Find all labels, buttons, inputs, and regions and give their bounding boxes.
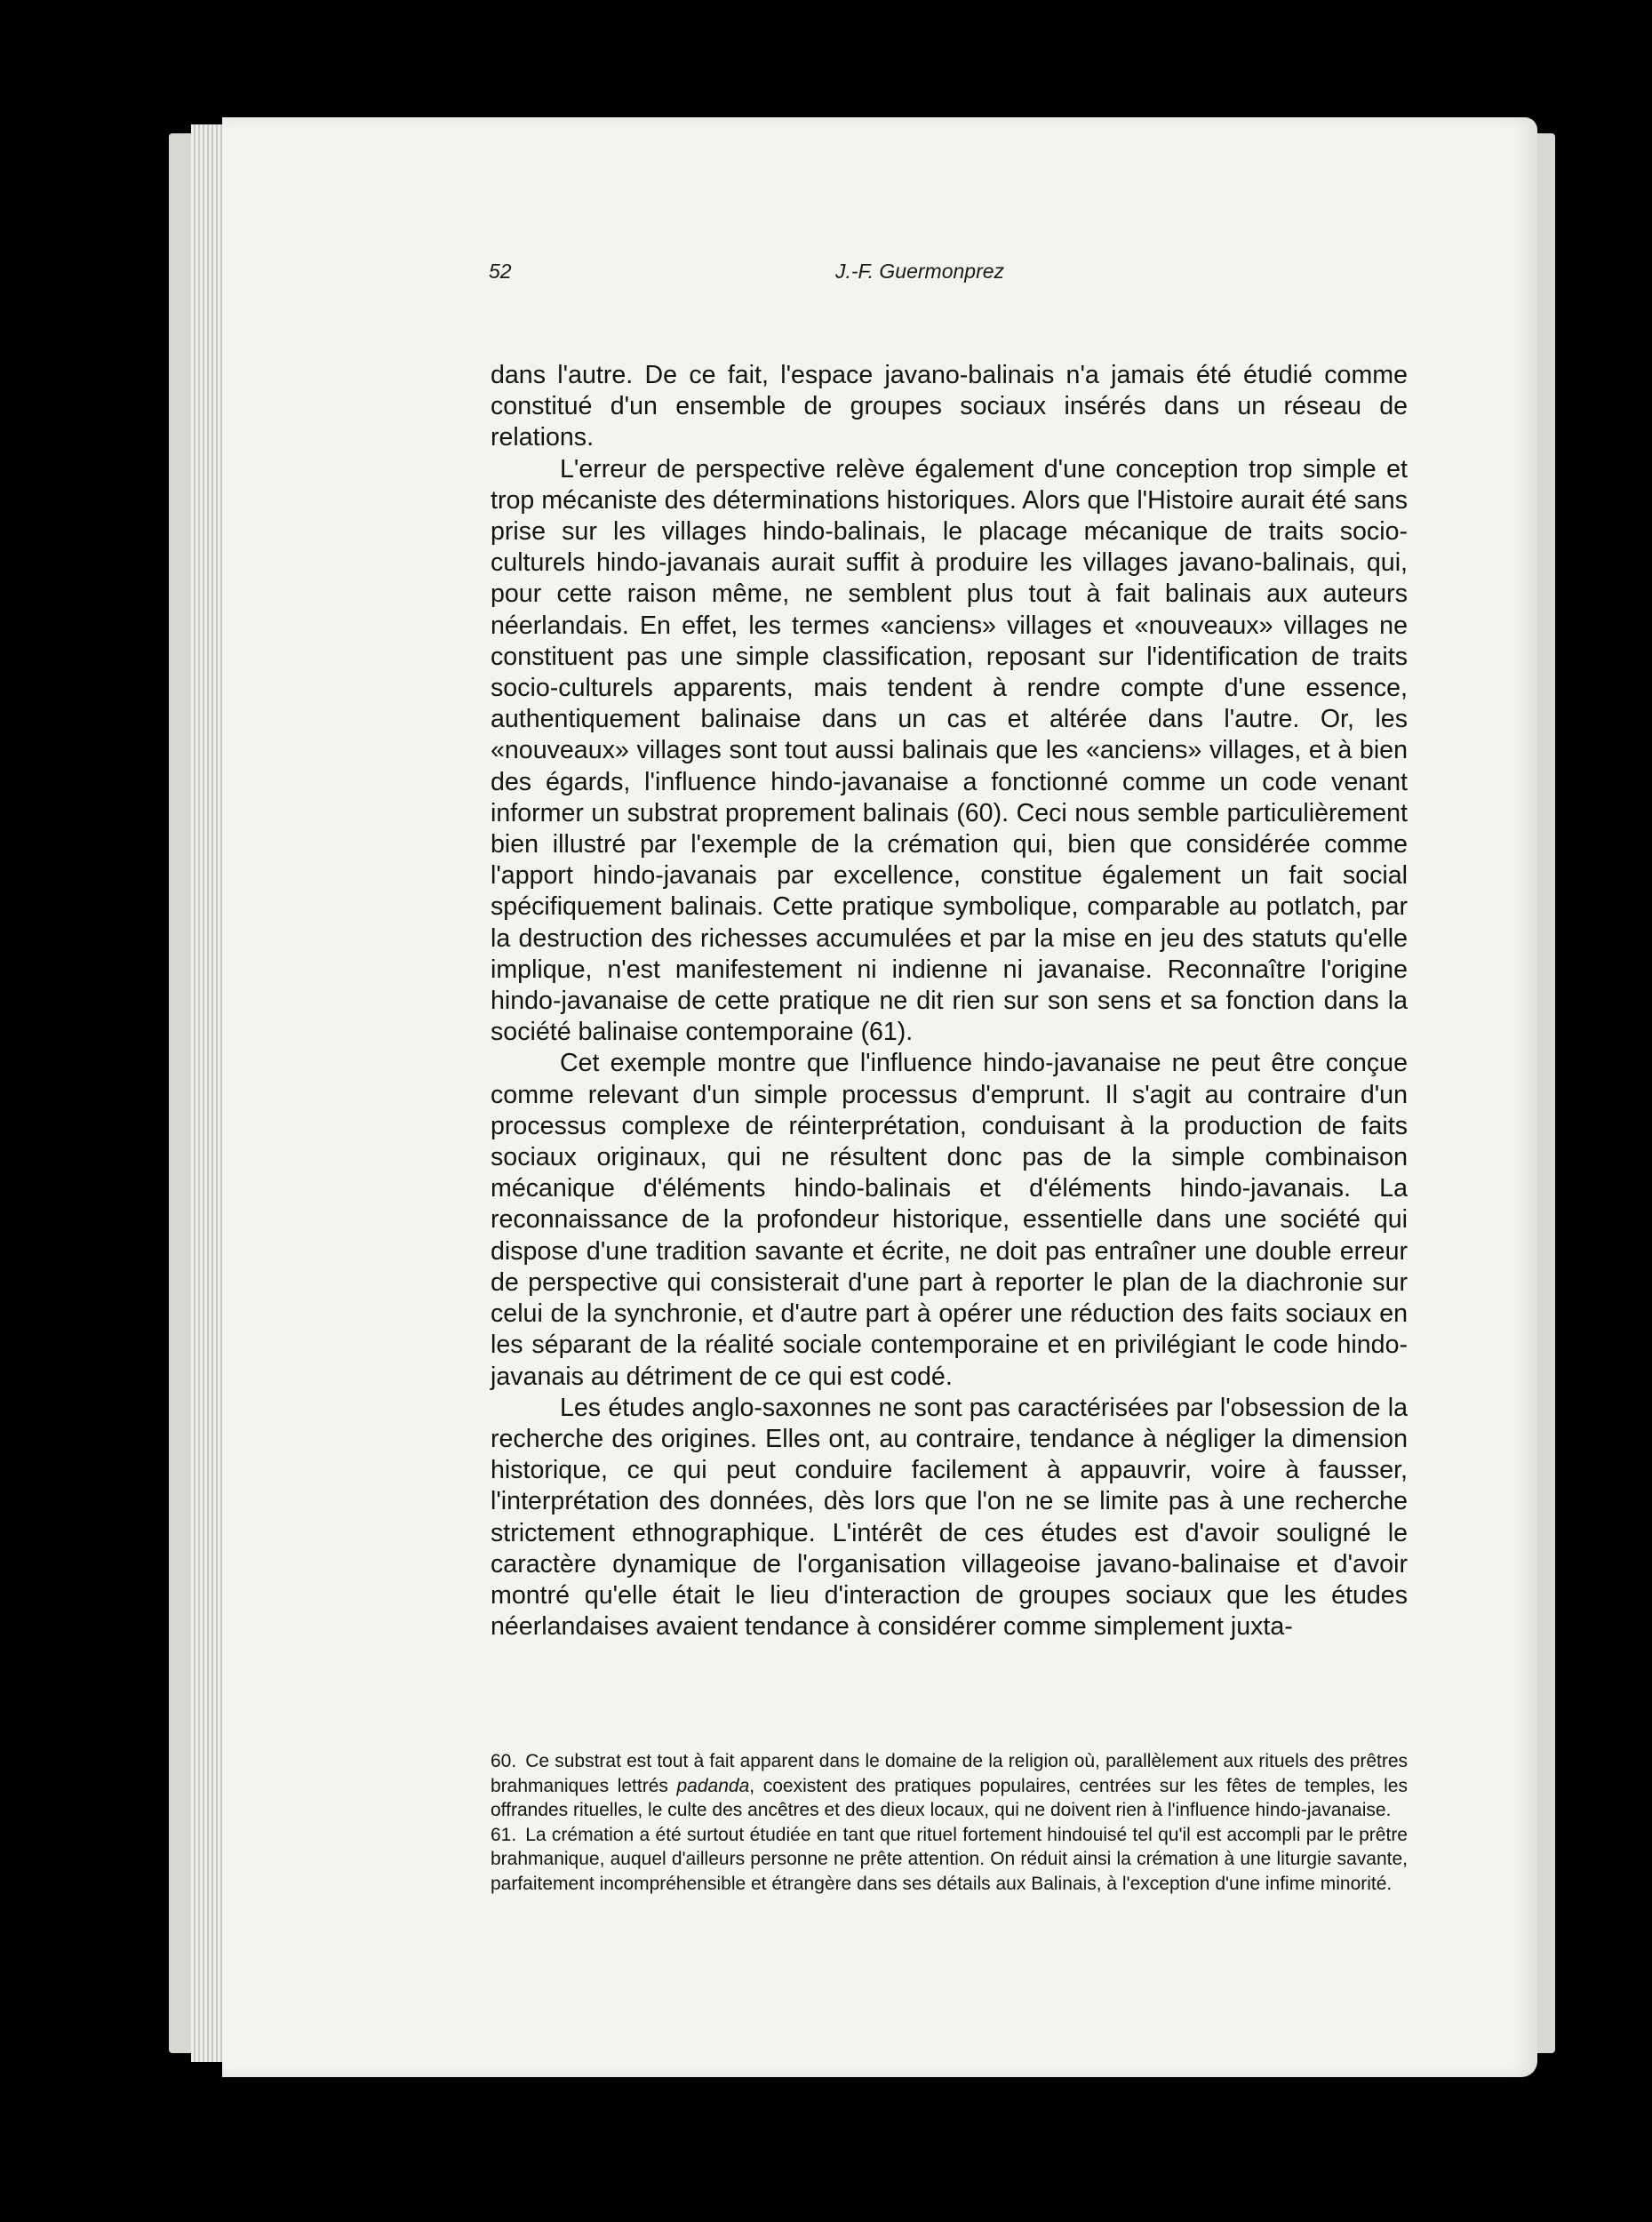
footnote-text: Ce substrat est tout à fait apparent dans le domaine de la religion où, parallèlement aux rituels des prêtres brahmaniques lettrés bbox=[491, 1751, 1408, 1796]
page-number: 52 bbox=[489, 260, 512, 283]
paragraph-2: L'erreur de perspective relève également d'une conception trop simple et trop mécaniste des déterminations historiques. Alors que l'Histoire aurait été sans prise sur les villages hindo-balinais, le placage mécanique de traits socio-culturels hindo-javanais aurait suffit à produire les villages javano-balinais, qui, pour cette raison même, ne semblent plus tout à fait balinais aux auteurs néerlandais. En effet, les termes «anciens» villages et «nouveaux» villages ne constituent pas une simple classification, reposant sur l'identification de traits socio-culturels apparents, mais tendent à rendre compte d'une essence, authentiquement balinaise dans un cas et altérée dans l'autre. Or, les «nouveaux» villages sont tout aussi balinais que les «anciens» villages, et à bien des égards, l'influence hindo-javanaise a fonctionné comme un code venant informer un substrat proprement balinais (60). Ceci nous semble particulièrement bien illustré par l'exemple de la crémation qui, bien que considérée comme l'apport hindo-javanais par excellence, constitue également un fait social spécifiquement balinais. Cette pratique symbolique, comparable au potlatch, par la destruction des richesses accumulées et par la mise en jeu des statuts qu'elle implique, n'est manifestement ni indienne ni javanaise. Reconnaître l'origine hindo-javanaise de cette pratique ne dit rien sur son sens et sa fonction dans la société balinaise contemporaine (61). bbox=[491, 454, 1408, 1047]
paragraph-4: Les études anglo-saxonnes ne sont pas caractérisées par l'obsession de la recherche des origines. Elles ont, au contraire, tendance à négliger la dimension historique, ce qui peut conduire facilement à appauvrir, voire à fausser, l'interprétation des données, dès lors que l'on ne se limite pas à une recherche strictement ethnographique. L'intérêt de ces études est d'avoir souligné le caractère dynamique de l'organisation villageoise javano-balinaise et d'avoir montré qu'elle était le lieu d'interaction de groupes sociaux que les études néerlandaises avaient tendance à considérer comme simplement juxta- bbox=[491, 1393, 1408, 1642]
page-edges bbox=[191, 124, 227, 2062]
footnotes bbox=[491, 1749, 1408, 1896]
footnote-60 bbox=[491, 1749, 1408, 1823]
footnote-text: , coexistent des pratiques populaires, centrées sur les fêtes de temples, les offrandes rituelles, le culte des ancêtres et des dieux locaux, qui ne doivent rien à l'influence hindo-javanaise. bbox=[491, 1775, 1408, 1820]
body-text bbox=[491, 360, 1408, 1643]
paragraph-3: Cet exemple montre que l'influence hindo-javanaise ne peut être conçue comme relevant d'un simple processus d'emprunt. Il s'agit au contraire d'un processus complexe de réinterprétation, conduisant à la production de faits sociaux originaux, qui ne résultent donc pas de la simple combinaison mécanique d'éléments hindo-balinais et d'éléments hindo-javanais. La reconnaissance de la profondeur historique, essentielle dans une société qui dispose d'une tradition savante et écrite, ne doit pas entraîner une double erreur de perspective qui consisterait d'une part à reporter le plan de la diachronie sur celui de la synchronie, et d'autre part à opérer une réduction des faits sociaux en les séparant de la réalité sociale contemporaine et en privilégiant le code hindo-javanais au détriment de ce qui est codé. bbox=[491, 1049, 1408, 1391]
footnote-text: La crémation a été surtout étudiée en tant que rituel fortement hindouisé tel qu'il est accompli par le prêtre brahmanique, auquel d'ailleurs personne ne prête attention. On réduit ainsi la crémation à une liturgie savante, parfaitement incompréhensible et étrangère dans ses détails aux Balinais, à l'exception d'une infime minorité. bbox=[491, 1824, 1408, 1894]
footnote-number: 61. bbox=[491, 1824, 517, 1845]
paragraph-1: dans l'autre. De ce fait, l'espace javano-balinais n'a jamais été étudié comme constitué d'un ensemble de groupes sociaux insérés dans un réseau de relations. bbox=[491, 361, 1408, 452]
footnote-61 bbox=[491, 1823, 1408, 1897]
footnote-italic-term: padanda bbox=[676, 1775, 750, 1796]
footnote-number: 60. bbox=[491, 1751, 517, 1771]
running-head bbox=[489, 260, 1502, 295]
running-head-author: J.-F. Guermonprez bbox=[835, 260, 1005, 283]
